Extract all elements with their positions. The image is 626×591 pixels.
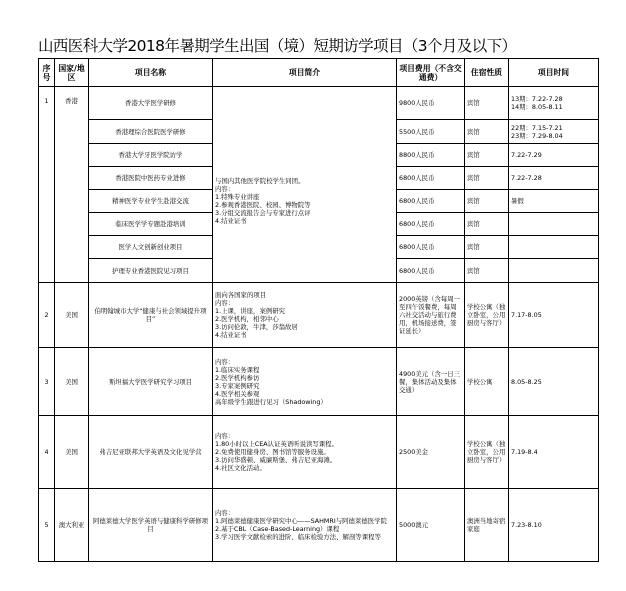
row-intro: 内容： 1.80小时以上CEA认证英语听说读写课程。 2.免费使用健身房、图书馆等服务设施。 3.访问华盛顿、威廉斯堡、弗吉尼亚海滩。 4.社区文化活动。 xyxy=(213,416,397,489)
row-time xyxy=(509,213,599,236)
row-time xyxy=(509,259,599,283)
row-no: 5 xyxy=(39,489,55,562)
table-row xyxy=(39,348,599,416)
row-fee: 5500人民币 xyxy=(397,120,465,144)
header-stay: 住宿性质 xyxy=(465,59,509,87)
row-stay: 学校公寓（独立卧室，公用厨房与客厅） xyxy=(465,283,509,348)
row-stay: 宾馆 xyxy=(465,87,509,120)
table-row xyxy=(39,489,599,562)
row-name: 香港大学牙医学院访学 xyxy=(89,144,213,167)
row-region: 澳大利亚 xyxy=(55,489,89,562)
row-stay: 宾馆 xyxy=(465,144,509,167)
row-region: 香港 xyxy=(55,87,89,120)
table-row xyxy=(39,283,599,348)
row-time: 22期：7.15-7.21 23期：7.29-8.04 xyxy=(509,120,599,144)
row-stay: 宾馆 xyxy=(465,236,509,259)
row-fee: 8800人民币 xyxy=(397,144,465,167)
hk-intro-text: 与国内其他医学院校学生同团。 内容： 1.特殊专业讲座 2.参观香港医院、校园、博物院等 3.分组交流报告会与专家进行点评 4.结业证书 xyxy=(215,176,311,225)
page-title: 山西医科大学2018年暑期学生出国（境）短期访学项目（3个月及以下） xyxy=(38,37,517,55)
row-no: 4 xyxy=(39,416,55,489)
row-fee: 6800人民币 xyxy=(397,167,465,190)
row-fee: 2000英镑（含每周一至四午饭餐费，每周六社交活动与旅行费用，机场接送费，签证延长） xyxy=(397,283,465,348)
row-region: 美国 xyxy=(55,348,89,416)
header-no: 序号 xyxy=(39,59,55,87)
row-stay: 澳洲当地寄宿家庭 xyxy=(465,489,509,562)
header-time: 项目时间 xyxy=(509,59,599,87)
row-time: 7.19-8.4 xyxy=(509,416,599,489)
row-region: 美国 xyxy=(55,283,89,348)
row-name: 伯明翰城市大学“健康与社会领域提升项目” xyxy=(89,283,213,348)
row-fee: 5000澳元 xyxy=(397,489,465,562)
row-intro: 面向各国家的项目 内容： 1.上课，讲座，案例研究 2.医学机构，相邻中心 3.访问伦敦，牛津，莎翁故居 4.结业证书 xyxy=(213,283,397,348)
table-row xyxy=(39,120,599,144)
row-intro: 内容： 1.阿德莱德健康医学研究中心——SAHMRI与阿德莱德医学院 2.基于CBL（Case-Based-Learning）课程 3.学习医学文献检索的进阶、临床检验方法、解剖等课程等 xyxy=(213,489,397,562)
row-fee: 4900美元（含一日三餐，集体活动及集体交通） xyxy=(397,348,465,416)
header-intro: 项目简介 xyxy=(213,59,397,87)
row-stay: 宾馆 xyxy=(465,120,509,144)
row-fee: 6800人民币 xyxy=(397,213,465,236)
row-name: 香港理综合医院医学研修 xyxy=(89,120,213,144)
row-name: 医学人文创新创业项目 xyxy=(89,236,213,259)
row-stay: 宾馆 xyxy=(465,190,509,213)
row-fee: 6800人民币 xyxy=(397,259,465,283)
row-name: 香港医院中医药专业进修 xyxy=(89,167,213,190)
project-table xyxy=(38,58,599,562)
row-fee: 2500美金 xyxy=(397,416,465,489)
row-stay: 学校公寓 xyxy=(465,348,509,416)
table-row xyxy=(39,87,599,120)
row-fee: 6800人民币 xyxy=(397,236,465,259)
row-time: 暑假 xyxy=(509,190,599,213)
row-time: 7.17-8.05 xyxy=(509,283,599,348)
header-region: 国家/地区 xyxy=(55,59,89,87)
row-stay: 宾馆 xyxy=(465,259,509,283)
row-intro: 内容： 1.临床实务课程 2.医学机构参访 3.专家案例研究 4.医学相关参观 高年级学生跟进行见习（Shadowing） xyxy=(213,348,397,416)
row-region: 美国 xyxy=(55,416,89,489)
row-time: 7.22-7.28 xyxy=(509,167,599,190)
header-fee: 项目费用（不含交通费） xyxy=(397,59,465,87)
row-fee: 9800人民币 xyxy=(397,87,465,120)
row-no: 2 xyxy=(39,283,55,348)
row-time: 7.22-7.29 xyxy=(509,144,599,167)
row-name: 护理专业香港医院见习项目 xyxy=(89,259,213,283)
row-time: 13期：7.22-7.28 14期：8.05-8.11 xyxy=(509,87,599,120)
row-time xyxy=(509,236,599,259)
table-row xyxy=(39,416,599,489)
row-name: 临床医学学专题赴港培训 xyxy=(89,213,213,236)
row-name: 弗吉尼亚联邦大学英语及文化见学营 xyxy=(89,416,213,489)
header-row xyxy=(39,59,599,87)
row-stay: 宾馆 xyxy=(465,167,509,190)
row-name: 香港大学医学研修 xyxy=(89,87,213,120)
row-stay: 宾馆 xyxy=(465,213,509,236)
row-name: 阿德莱德大学医学英语与健康科学研修项目 xyxy=(89,489,213,562)
row-time: 7.23-8.10 xyxy=(509,489,599,562)
row-name: 精神医学专业学生赴港交流 xyxy=(89,190,213,213)
row-no: 1 xyxy=(39,87,55,283)
row-intro-hk xyxy=(213,120,397,283)
row-fee: 6800人民币 xyxy=(397,190,465,213)
row-no: 3 xyxy=(39,348,55,416)
row-name: 斯坦福大学医学研究学习项目 xyxy=(89,348,213,416)
header-name: 项目名称 xyxy=(89,59,213,87)
row-time: 8.05-8.25 xyxy=(509,348,599,416)
row-stay: 学校公寓（独立卧室，公用厨房与客厅） xyxy=(465,416,509,489)
